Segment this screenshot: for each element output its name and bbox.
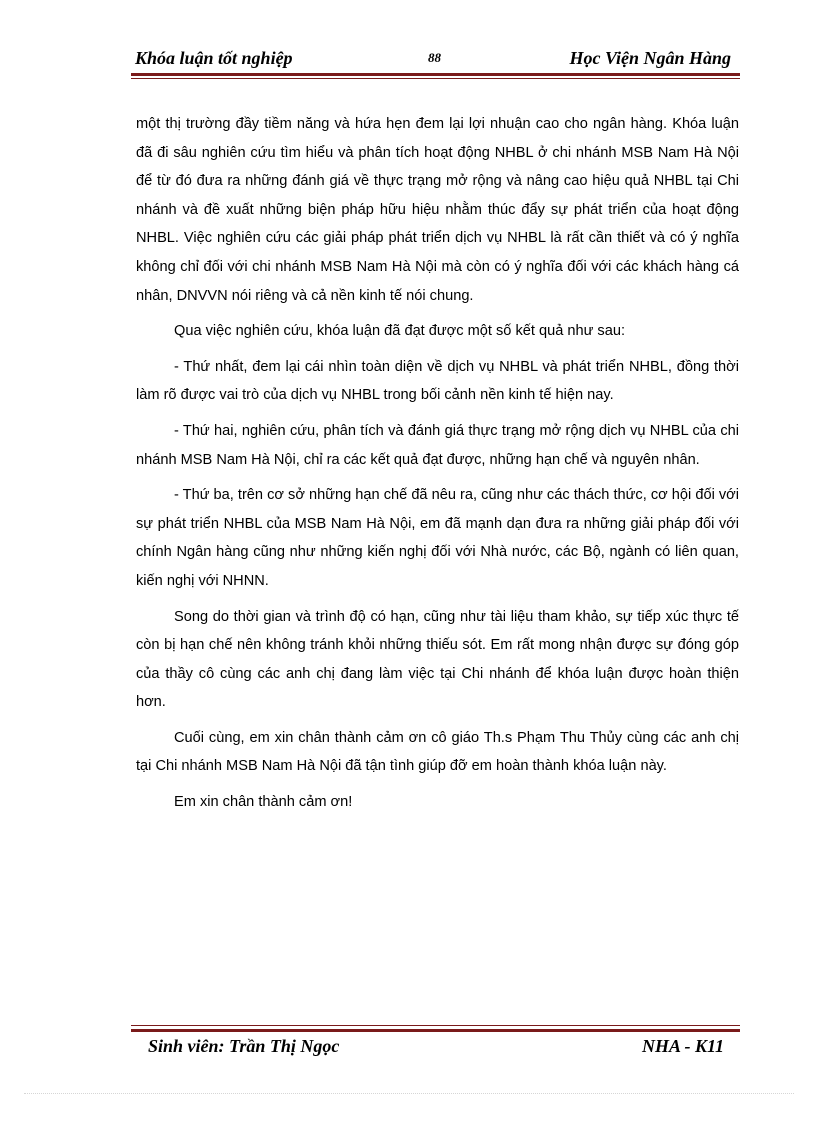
header-institution: Học Viện Ngân Hàng bbox=[569, 48, 731, 68]
paragraph: Cuối cùng, em xin chân thành cảm ơn cô giáo Th.s Phạm Thu Thủy cùng các anh chị tại Chi nhánh MSB Nam Hà Nội đã tận tình giúp đỡ em hoàn thành khóa luận này. bbox=[136, 729, 739, 775]
footer-class-code: NHA - K11 bbox=[641, 1036, 724, 1056]
paragraph: một thị trường đầy tiềm năng và hứa hẹn đem lại lợi nhuận cao cho ngân hàng. Khóa luận đã đi sâu nghiên cứu tìm hiểu và phân tích hoạt động NHBL ở chi nhánh MSB Nam Hà Nội để từ đó đưa ra những đánh giá về thực trạng mở rộng và nâng cao hiệu quả NHBL tại Chi nhánh và đề xuất những biện pháp hữu hiệu nhằm thúc đẩy sự phát triển của hoạt động NHBL. Việc nghiên cứu các giải pháp phát triển dịch vụ NHBL là rất cần thiết và có ý nghĩa không chỉ đối với chi nhánh MSB Nam Hà Nội mà còn có ý nghĩa đối với các khách hàng cá nhân, DNVVN nói riêng và cả nền kinh tế nói chung. bbox=[136, 116, 739, 304]
page-footer bbox=[148, 1036, 728, 1062]
header-rule-thick bbox=[131, 73, 740, 76]
header-rule-thin bbox=[131, 78, 740, 79]
paragraph: Song do thời gian và trình độ có hạn, cũng như tài liệu tham khảo, sự tiếp xúc thực tế còn bị hạn chế nên không tránh khỏi những thiếu sót. Em rất mong nhận được sự đóng góp của thầy cô cùng các anh chị đang làm việc tại Chi nhánh để khóa luận được hoàn thiện hơn. bbox=[136, 608, 739, 711]
page-body bbox=[136, 110, 739, 824]
footer-student-name: Sinh viên: Trần Thị Ngọc bbox=[148, 1036, 340, 1056]
closing-line: Em xin chân thành cảm ơn! bbox=[174, 794, 353, 811]
footer-rule-thin bbox=[131, 1025, 740, 1026]
list-item: - Thứ ba, trên cơ sở những hạn chế đã nêu ra, cũng như các thách thức, cơ hội đối với sự phát triển NHBL của MSB Nam Hà Nội, em đã mạnh dạn đưa ra những giải pháp đối với chính Ngân hàng cũng như những kiến nghị đối với Nhà nước, các Bộ, ngành có liên quan, kiến nghị với NHNN. bbox=[136, 487, 739, 589]
list-item: - Thứ nhất, đem lại cái nhìn toàn diện về dịch vụ NHBL và phát triển NHBL, đồng thời làm rõ được vai trò của dịch vụ NHBL trong bối cảnh nền kinh tế hiện nay. bbox=[136, 358, 739, 404]
header-thesis-title: Khóa luận tốt nghiệp bbox=[135, 48, 293, 68]
list-item: - Thứ hai, nghiên cứu, phân tích và đánh giá thực trạng mở rộng dịch vụ NHBL của chi nhánh MSB Nam Hà Nội, chỉ ra các kết quả đạt được, những hạn chế và nguyên nhân. bbox=[136, 422, 739, 468]
paragraph: Qua việc nghiên cứu, khóa luận đã đạt được một số kết quả như sau: bbox=[174, 323, 626, 340]
page-number: 88 bbox=[428, 50, 441, 65]
page-bottom-divider bbox=[24, 1093, 794, 1094]
page-header bbox=[135, 46, 737, 74]
footer-rule-thick bbox=[131, 1029, 740, 1032]
